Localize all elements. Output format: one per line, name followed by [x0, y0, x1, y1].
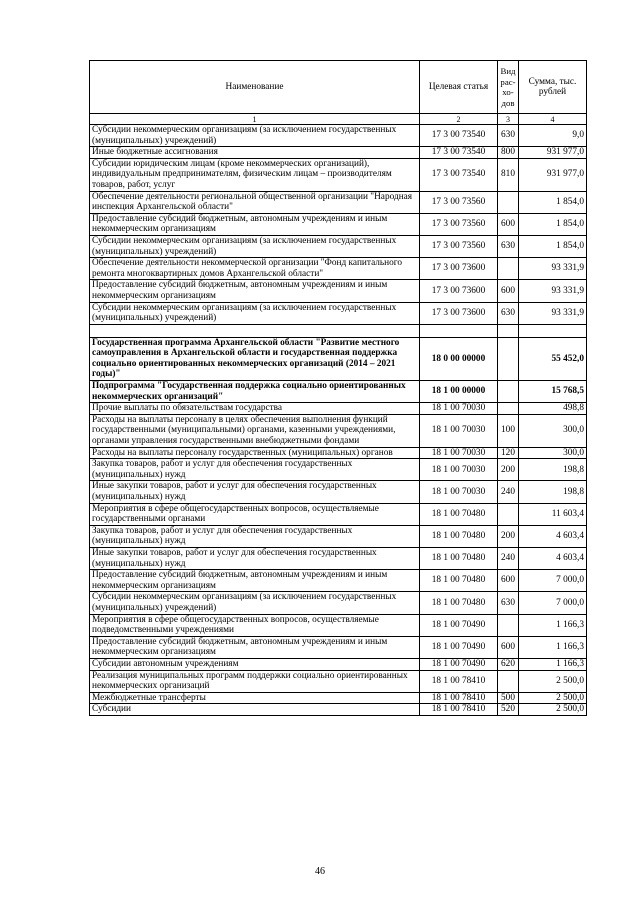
row-code-cell: 18 1 00 70030	[420, 447, 498, 459]
row-vid-cell: 600	[498, 213, 519, 235]
row-name-cell: Субсидии автономным учреждениям	[90, 658, 420, 670]
row-code-cell: 18 1 00 78410	[420, 670, 498, 692]
table-row	[90, 158, 587, 191]
row-sum-cell: 198,8	[519, 481, 587, 503]
row-vid-cell: 810	[498, 158, 519, 191]
row-sum-cell: 2 500,0	[519, 692, 587, 704]
row-vid-cell	[498, 324, 519, 337]
row-code-cell: 18 1 00 70030	[420, 481, 498, 503]
row-name-cell: Предоставление субсидий бюджетным, автономным учреждениям и иным некоммерческим организациям	[90, 213, 420, 235]
row-code-cell: 17 3 00 73540	[420, 125, 498, 147]
row-name-cell: Субсидии юридическим лицам (кроме некоммерческих организаций), индивидуальным предпринимателям, физическим лицам – производителям товаров, работ, услуг	[90, 158, 420, 191]
row-sum-cell: 4 603,4	[519, 547, 587, 569]
table-row	[90, 525, 587, 547]
table-row	[90, 125, 587, 147]
table-row	[90, 147, 587, 159]
row-vid-cell: 240	[498, 481, 519, 503]
row-code-cell: 18 1 00 70030	[420, 403, 498, 415]
row-name-cell: Предоставление субсидий бюджетным, автономным учреждениям и иным некоммерческим организациям	[90, 636, 420, 658]
row-code-cell: 18 0 00 00000	[420, 337, 498, 380]
row-sum-cell: 198,8	[519, 459, 587, 481]
row-code-cell: 18 1 00 70030	[420, 414, 498, 447]
row-vid-cell	[498, 191, 519, 213]
table-row	[90, 403, 587, 415]
row-code-cell: 18 1 00 70480	[420, 547, 498, 569]
row-sum-cell: 11 603,4	[519, 503, 587, 525]
row-name-cell: Иные закупки товаров, работ и услуг для обеспечения государственных (муниципальных) нужд	[90, 481, 420, 503]
header-name: Наименование	[90, 61, 420, 114]
page-number: 46	[315, 866, 325, 877]
row-sum-cell: 1 854,0	[519, 213, 587, 235]
row-sum-cell: 93 331,9	[519, 280, 587, 302]
column-number: 1	[90, 114, 420, 125]
row-code-cell: 17 3 00 73600	[420, 258, 498, 280]
budget-table-body	[90, 61, 587, 716]
row-name-cell: Предоставление субсидий бюджетным, автономным учреждениям и иным некоммерческим организациям	[90, 280, 420, 302]
row-sum-cell: 93 331,9	[519, 258, 587, 280]
row-vid-cell: 100	[498, 414, 519, 447]
row-sum-cell: 55 452,0	[519, 337, 587, 380]
table-row	[90, 258, 587, 280]
row-code-cell: 18 1 00 70480	[420, 570, 498, 592]
row-code-cell: 18 1 00 00000	[420, 381, 498, 403]
row-code-cell: 17 3 00 73560	[420, 213, 498, 235]
row-code-cell: 17 3 00 73540	[420, 147, 498, 159]
row-code-cell: 18 1 00 78410	[420, 704, 498, 716]
row-code-cell: 17 3 00 73600	[420, 280, 498, 302]
row-sum-cell: 1 166,3	[519, 614, 587, 636]
row-vid-cell: 600	[498, 280, 519, 302]
column-number-row	[90, 114, 587, 125]
column-number: 4	[519, 114, 587, 125]
row-code-cell: 18 1 00 70480	[420, 592, 498, 614]
row-name-cell	[90, 324, 420, 337]
row-name-cell: Закупка товаров, работ и услуг для обеспечения государственных (муниципальных) нужд	[90, 459, 420, 481]
row-vid-cell: 600	[498, 570, 519, 592]
table-row	[90, 459, 587, 481]
row-sum-cell: 15 768,5	[519, 381, 587, 403]
row-name-cell: Государственная программа Архангельской области "Развитие местного самоуправления в Архангельской области и государственная поддержка социально ориентированных некоммерческих организаций (2014 – 2021 годы)"	[90, 337, 420, 380]
row-vid-cell: 630	[498, 302, 519, 324]
table-row	[90, 481, 587, 503]
row-code-cell: 17 3 00 73560	[420, 191, 498, 213]
table-row	[90, 503, 587, 525]
table-row	[90, 235, 587, 257]
header-vid: Вид рас-хо-дов	[498, 61, 519, 114]
row-vid-cell	[498, 403, 519, 415]
row-name-cell: Расходы на выплаты персоналу в целях обеспечения выполнения функций государственными (муниципальными) органами, казенными учреждениями, органами управления государственными внебюджетными фондами	[90, 414, 420, 447]
row-sum-cell: 300,0	[519, 414, 587, 447]
row-sum-cell: 7 000,0	[519, 570, 587, 592]
row-name-cell: Мероприятия в сфере общегосударственных вопросов, осуществляемые подведомственными учреждениями	[90, 614, 420, 636]
row-vid-cell	[498, 614, 519, 636]
row-vid-cell	[498, 258, 519, 280]
row-name-cell: Субсидии некоммерческим организациям (за исключением государственных (муниципальных) учреждений)	[90, 592, 420, 614]
row-sum-cell: 9,0	[519, 125, 587, 147]
row-sum-cell: 300,0	[519, 447, 587, 459]
row-vid-cell	[498, 670, 519, 692]
row-name-cell: Закупка товаров, работ и услуг для обеспечения государственных (муниципальных) нужд	[90, 525, 420, 547]
table-row	[90, 302, 587, 324]
column-number: 3	[498, 114, 519, 125]
row-vid-cell	[498, 503, 519, 525]
row-sum-cell: 7 000,0	[519, 592, 587, 614]
row-name-cell: Реализация муниципальных программ поддержки социально ориентированных некоммерческих организаций	[90, 670, 420, 692]
row-sum-cell: 4 603,4	[519, 525, 587, 547]
spacer-row	[90, 324, 587, 337]
row-sum-cell: 1 166,3	[519, 658, 587, 670]
table-row	[90, 670, 587, 692]
row-code-cell: 18 1 00 70490	[420, 636, 498, 658]
table-row	[90, 447, 587, 459]
row-sum-cell: 2 500,0	[519, 670, 587, 692]
row-code-cell: 18 1 00 78410	[420, 692, 498, 704]
row-vid-cell: 500	[498, 692, 519, 704]
table-row	[90, 614, 587, 636]
table-row	[90, 704, 587, 716]
row-code-cell: 18 1 00 70490	[420, 658, 498, 670]
header-row	[90, 61, 587, 114]
row-sum-cell: 931 977,0	[519, 147, 587, 159]
row-vid-cell: 800	[498, 147, 519, 159]
row-sum-cell: 931 977,0	[519, 158, 587, 191]
row-name-cell: Субсидии некоммерческим организациям (за исключением государственных (муниципальных) учреждений)	[90, 125, 420, 147]
table-row	[90, 191, 587, 213]
table-row	[90, 570, 587, 592]
header-code: Целевая статья	[420, 61, 498, 114]
row-name-cell: Обеспечение деятельности региональной общественной организации "Народная инспекция Архангельской области"	[90, 191, 420, 213]
row-code-cell	[420, 324, 498, 337]
row-vid-cell: 120	[498, 447, 519, 459]
row-code-cell: 18 1 00 70480	[420, 503, 498, 525]
table-row	[90, 592, 587, 614]
row-name-cell: Субсидии	[90, 704, 420, 716]
row-vid-cell: 200	[498, 525, 519, 547]
row-code-cell: 18 1 00 70480	[420, 525, 498, 547]
row-vid-cell: 620	[498, 658, 519, 670]
row-name-cell: Субсидии некоммерческим организациям (за исключением государственных (муниципальных) учреждений)	[90, 302, 420, 324]
table-row	[90, 636, 587, 658]
budget-table	[89, 60, 587, 716]
row-vid-cell	[498, 381, 519, 403]
row-code-cell: 17 3 00 73600	[420, 302, 498, 324]
table-row	[90, 280, 587, 302]
row-vid-cell: 520	[498, 704, 519, 716]
table-row	[90, 658, 587, 670]
row-name-cell: Обеспечение деятельности некоммерческой организации "Фонд капитального ремонта многоквартирных домов Архангельской области"	[90, 258, 420, 280]
row-name-cell: Предоставление субсидий бюджетным, автономным учреждениям и иным некоммерческим организациям	[90, 570, 420, 592]
table-row	[90, 547, 587, 569]
row-name-cell: Иные бюджетные ассигнования	[90, 147, 420, 159]
row-sum-cell: 1 854,0	[519, 235, 587, 257]
row-sum-cell: 93 331,9	[519, 302, 587, 324]
row-name-cell: Подпрограмма "Государственная поддержка социально ориентированных некоммерческих организаций"	[90, 381, 420, 403]
table-row	[90, 692, 587, 704]
table-row	[90, 414, 587, 447]
row-name-cell: Иные закупки товаров, работ и услуг для обеспечения государственных (муниципальных) нужд	[90, 547, 420, 569]
header-sum: Сумма, тыс. рублей	[519, 61, 587, 114]
row-vid-cell: 240	[498, 547, 519, 569]
row-vid-cell: 630	[498, 125, 519, 147]
row-sum-cell: 2 500,0	[519, 704, 587, 716]
row-name-cell: Расходы на выплаты персоналу государственных (муниципальных) органов	[90, 447, 420, 459]
table-row	[90, 213, 587, 235]
row-sum-cell: 498,8	[519, 403, 587, 415]
row-sum-cell: 1 166,3	[519, 636, 587, 658]
row-vid-cell: 630	[498, 235, 519, 257]
row-name-cell: Межбюджетные трансферты	[90, 692, 420, 704]
row-code-cell: 18 1 00 70030	[420, 459, 498, 481]
row-code-cell: 18 1 00 70490	[420, 614, 498, 636]
column-number: 2	[420, 114, 498, 125]
table-row	[90, 337, 587, 380]
row-vid-cell: 200	[498, 459, 519, 481]
row-vid-cell	[498, 337, 519, 380]
row-name-cell: Субсидии некоммерческим организациям (за исключением государственных (муниципальных) учреждений)	[90, 235, 420, 257]
row-name-cell: Прочие выплаты по обязательствам государства	[90, 403, 420, 415]
row-code-cell: 17 3 00 73540	[420, 158, 498, 191]
row-sum-cell	[519, 324, 587, 337]
row-vid-cell: 600	[498, 636, 519, 658]
table-row	[90, 381, 587, 403]
row-code-cell: 17 3 00 73560	[420, 235, 498, 257]
row-vid-cell: 630	[498, 592, 519, 614]
row-sum-cell: 1 854,0	[519, 191, 587, 213]
row-name-cell: Мероприятия в сфере общегосударственных вопросов, осуществляемые государственными органами	[90, 503, 420, 525]
